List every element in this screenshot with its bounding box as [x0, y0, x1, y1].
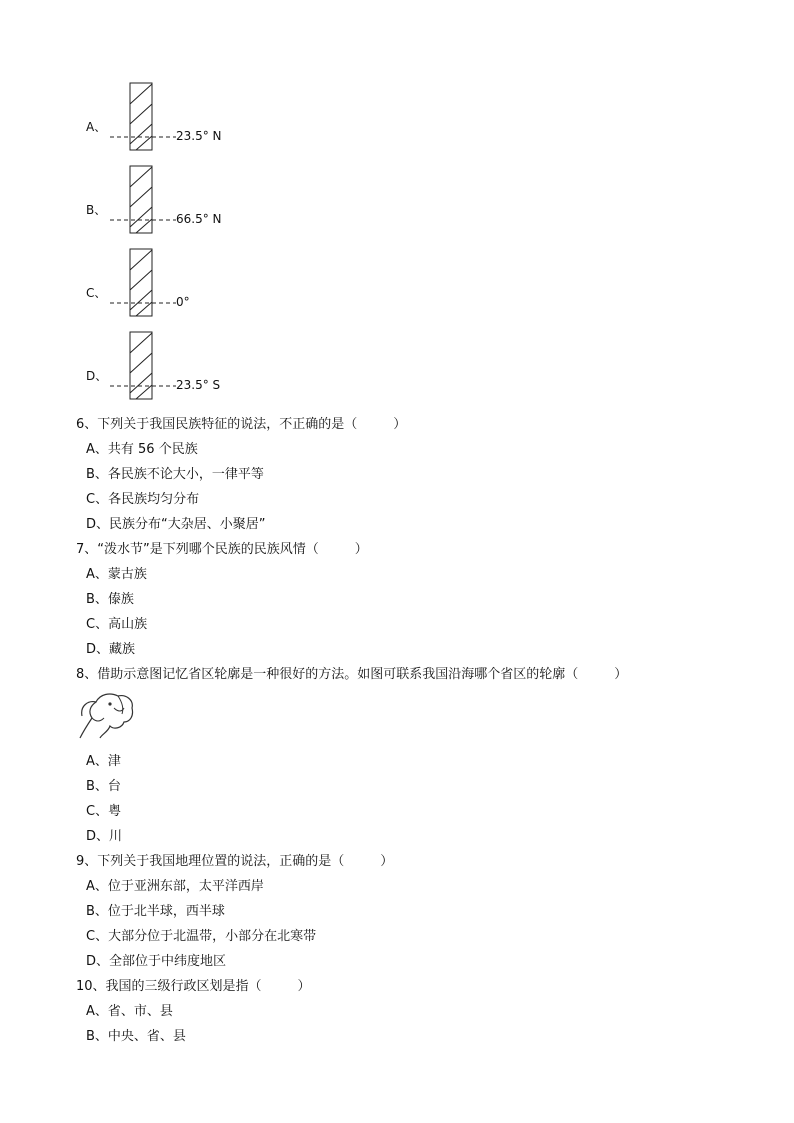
- option-q8-b: B、台: [86, 779, 121, 794]
- question-paren-close: ）: [354, 542, 368, 557]
- option-q6-c: C、各民族均匀分布: [86, 492, 200, 507]
- option-q9-c: C、大部分位于北温带，小部分在北寒带: [86, 929, 317, 944]
- option-q6-a: A、共有 56 个民族: [86, 442, 198, 457]
- option-q9-d: D、全部位于中纬度地区: [86, 954, 227, 969]
- option-letter: A、: [86, 120, 107, 134]
- province-outline-elephant-sketch: [74, 688, 138, 742]
- option-q8-d: D、川: [86, 829, 123, 844]
- shaded-zone-diagram-c: [110, 248, 180, 318]
- option-q8-c: C、粤: [86, 804, 122, 819]
- option-q8-a: A、津: [86, 754, 121, 769]
- option-letter: C、: [86, 286, 107, 300]
- latitude-label: 0°: [176, 295, 190, 309]
- option-letter: D、: [86, 369, 108, 383]
- option-q10-a: A、省、市、县: [86, 1004, 173, 1019]
- shaded-zone-diagram-b: [110, 165, 180, 235]
- latitude-label: 23.5° S: [176, 378, 221, 392]
- option-q7-d: D、藏族: [86, 642, 136, 657]
- shaded-zone-diagram-d: [110, 331, 180, 401]
- question-9: [76, 850, 393, 869]
- question-7: [76, 538, 368, 557]
- option-q6-d: D、民族分布“大杂居、小聚居”: [86, 517, 266, 532]
- figure-option-a: [86, 82, 286, 152]
- latitude-label: 66.5° N: [176, 212, 222, 226]
- question-6: [76, 413, 406, 432]
- question-text: 10、我国的三级行政区划是指（: [76, 979, 262, 994]
- question-8: [76, 663, 627, 682]
- question-paren-close: ）: [297, 979, 311, 994]
- question-text: 9、下列关于我国地理位置的说法，正确的是（: [76, 854, 345, 869]
- option-q7-c: C、高山族: [86, 617, 148, 632]
- question-paren-close: ）: [380, 854, 394, 869]
- shaded-zone-diagram-a: [110, 82, 180, 152]
- figure-option-d: [86, 331, 286, 401]
- question-text: 8、借助示意图记忆省区轮廓是一种很好的方法。如图可联系我国沿海哪个省区的轮廓（: [76, 667, 579, 682]
- option-q7-b: B、傣族: [86, 592, 134, 607]
- option-q9-a: A、位于亚洲东部，太平洋西岸: [86, 879, 264, 894]
- option-q7-a: A、蒙古族: [86, 567, 147, 582]
- option-q10-b: B、中央、省、县: [86, 1029, 186, 1044]
- question-paren-close: ）: [393, 417, 407, 432]
- question-text: 6、下列关于我国民族特征的说法，不正确的是（: [76, 417, 358, 432]
- option-q9-b: B、位于北半球，西半球: [86, 904, 225, 919]
- option-letter: B、: [86, 203, 107, 217]
- option-q6-b: B、各民族不论大小，一律平等: [86, 467, 264, 482]
- figure-option-c: [86, 248, 286, 318]
- latitude-label: 23.5° N: [176, 129, 222, 143]
- question-paren-close: ）: [614, 667, 628, 682]
- figure-option-b: [86, 165, 286, 235]
- question-text: 7、“泼水节”是下列哪个民族的民族风情（: [76, 542, 319, 557]
- question-10: [76, 975, 311, 994]
